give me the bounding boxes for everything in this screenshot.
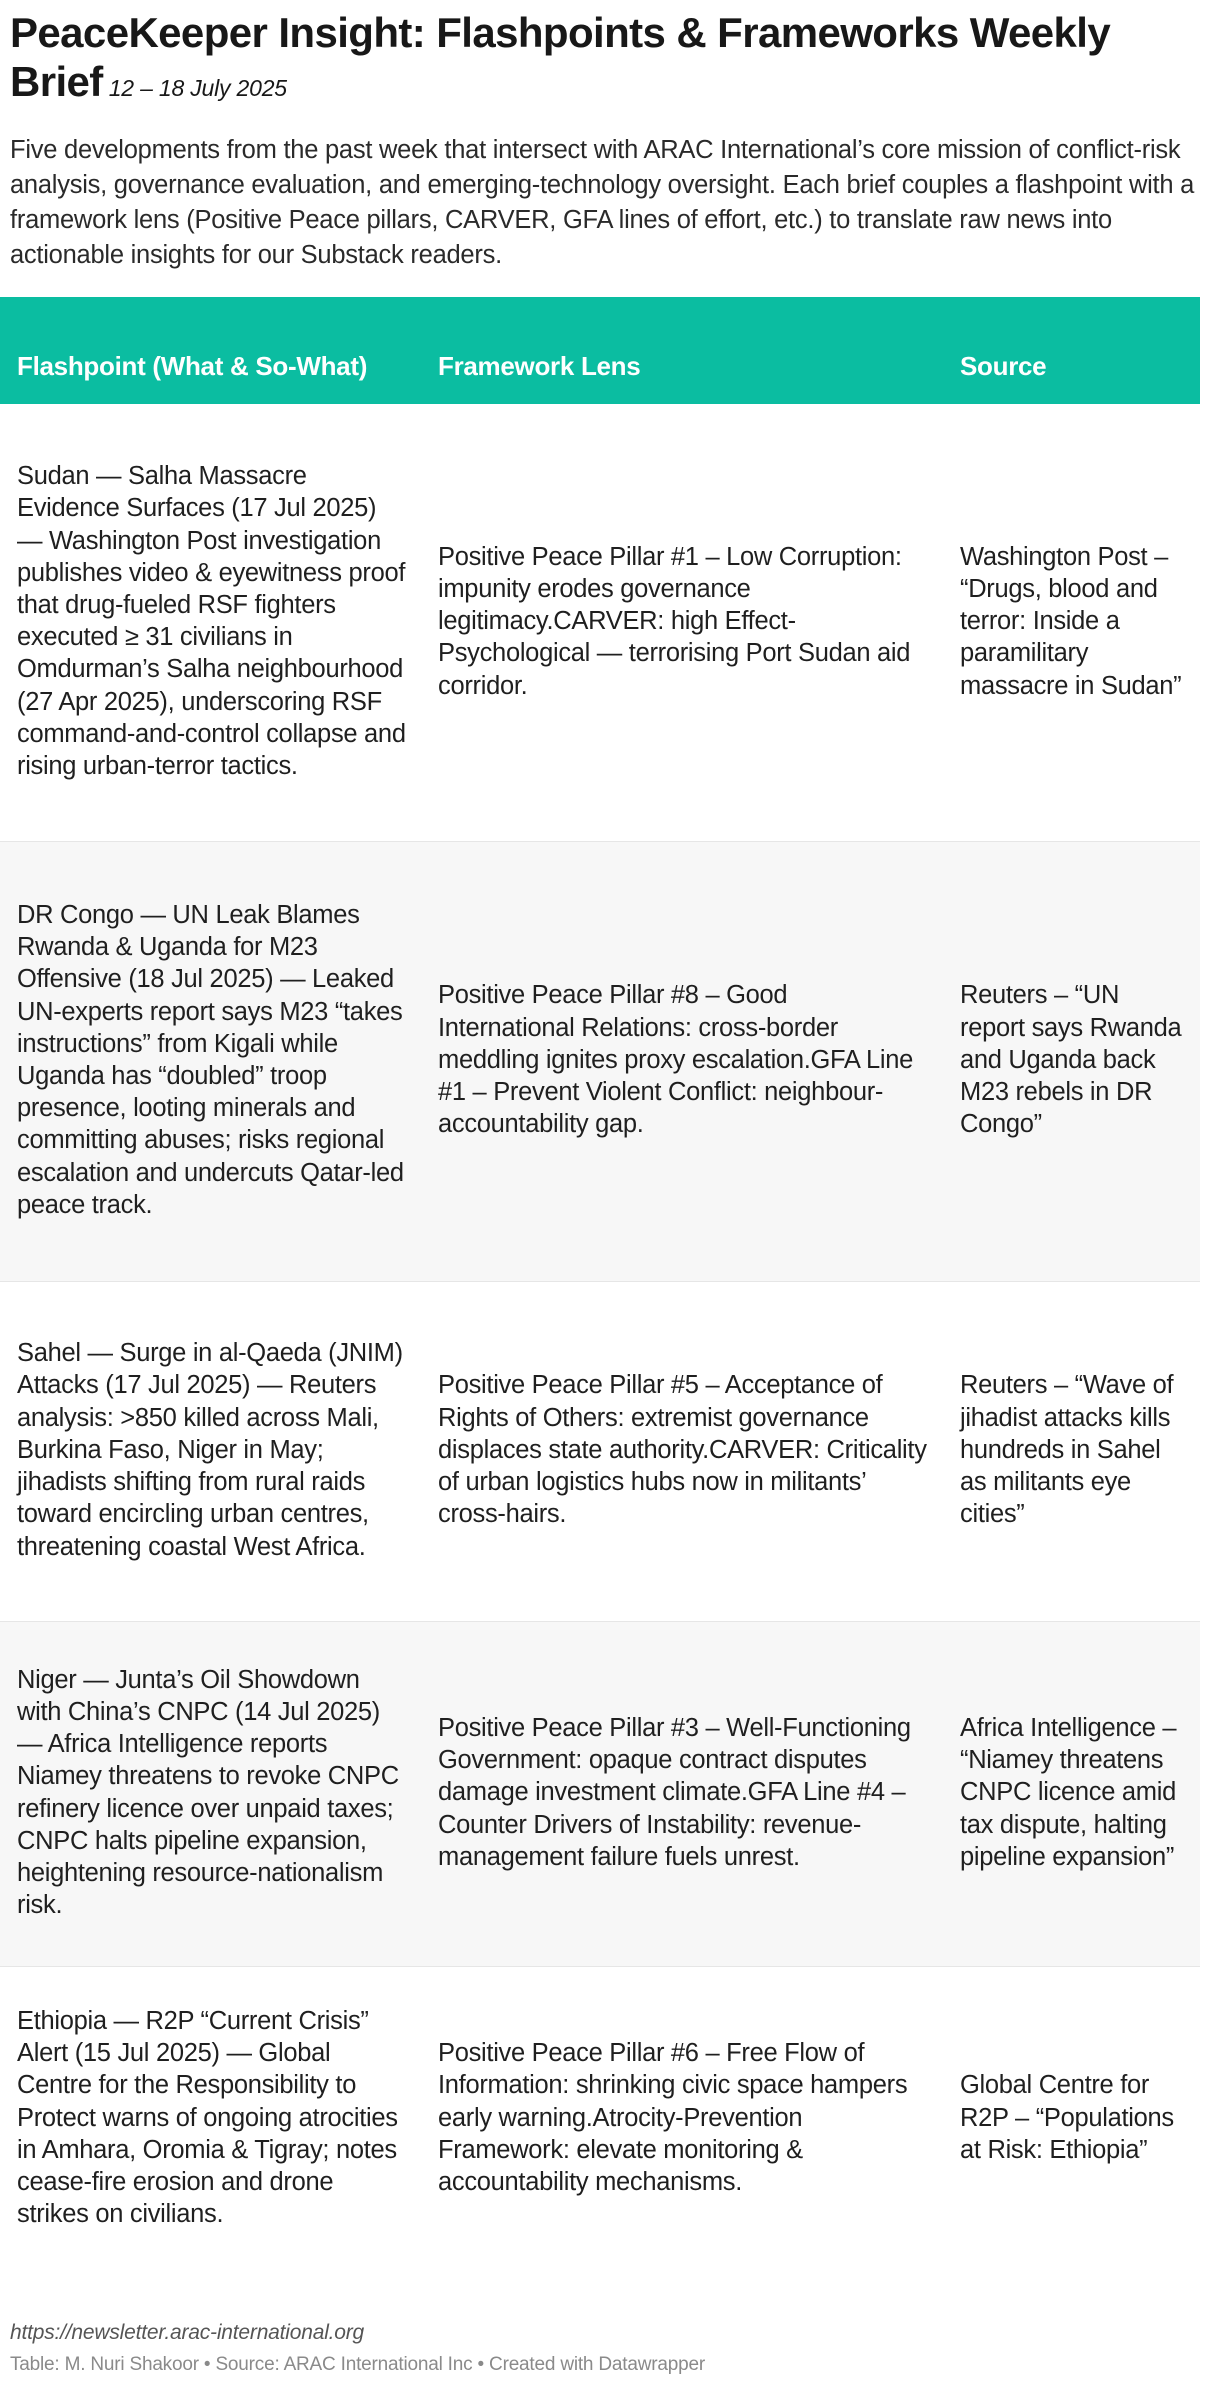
source-cell: Washington Post – “Drugs, blood and terror: Inside a paramilitary massacre in Sudan” [942,404,1200,841]
column-header-framework-lens[interactable]: Framework Lens [438,351,641,381]
flashpoint-cell: Niger — Junta’s Oil Showdown with China’s CNPC (14 Jul 2025) — Africa Intelligence reports Niamey threatens to revoke CNPC refinery licence over unpaid taxes; CNPC halts pipeline expansion, heightening resource-nationalism risk. [0,1621,420,1966]
newsletter-link[interactable]: https://newsletter.arac-international.org [10,2321,365,2344]
table-row [0,1621,1200,1966]
column-header-source[interactable]: Source [960,351,1047,381]
table-row [0,841,1200,1281]
framework-cell: Positive Peace Pillar #6 – Free Flow of Information: shrinking civic space hampers early warning.Atrocity-Prevention Framework: elevate monitoring & accountability mechanisms. [438,2039,908,2197]
source-cell: Reuters – “Wave of jihadist attacks kills hundreds in Sahel as militants eye cities” [942,1281,1200,1621]
table-row [0,404,1200,841]
date-range: 12 – 18 July 2025 [108,75,287,101]
brief-header [10,8,1210,273]
page-title [10,8,1210,113]
flashpoints-table [0,297,1200,2271]
flashpoint-cell: Ethiopia — R2P “Current Crisis” Alert (15 Jul 2025) — Global Centre for the Responsibility to Protect warns of ongoing atrocities in Amhara, Oromia & Tigray; notes cease-fire erosion and drone strikes on civilians. [17,2007,398,2229]
column-header-flashpoint[interactable]: Flashpoint (What & So-What) [17,351,368,381]
framework-cell: Positive Peace Pillar #1 – Low Corruption: impunity erodes governance legitimacy.CARVER: high Effect-Psychological — terrorising Port Sudan aid corridor. [420,404,942,841]
framework-cell: Positive Peace Pillar #8 – Good International Relations: cross-border meddling ignites proxy escalation.GFA Line #1 – Prevent Violent Conflict: neighbour-accountability gap. [420,841,942,1281]
source-cell: Reuters – “UN report says Rwanda and Uganda back M23 rebels in DR Congo” [942,841,1200,1281]
footer [10,2318,1210,2380]
flashpoint-cell: Sahel — Surge in al-Qaeda (JNIM) Attacks (17 Jul 2025) — Reuters analysis: >850 killed across Mali, Burkina Faso, Niger in May; jihadists shifting from rural raids toward encircling urban centres, threatening coastal West Africa. [0,1281,420,1621]
title-text: PeaceKeeper Insight: Flashpoints & Frameworks Weekly Brief [10,9,1111,105]
table-header-row [0,297,1200,404]
flashpoint-cell: Sudan — Salha Massacre Evidence Surfaces (17 Jul 2025) — Washington Post investigation publishes video & eyewitness proof that drug-fueled RSF fighters executed ≥ 31 civilians in Omdurman’s Salha neighbourhood (27 Apr 2025), underscoring RSF command-and-control collapse and rising urban-terror tactics. [0,404,420,841]
flashpoint-cell: DR Congo — UN Leak Blames Rwanda & Uganda for M23 Offensive (18 Jul 2025) — Leaked UN-experts report says M23 “takes instructions” from Kigali while Uganda has “doubled” troop presence, looting minerals and committing abuses; risks regional escalation and undercuts Qatar-led peace track. [0,841,420,1281]
table-row [0,1966,1200,2271]
framework-cell: Positive Peace Pillar #5 – Acceptance of Rights of Others: extremist governance displaces state authority.CARVER: Criticality of urban logistics hubs now in militants’ cross-hairs. [420,1281,942,1621]
table-credit: Table: M. Nuri Shakoor • Source: ARAC International Inc • Created with Datawrapper [10,2354,705,2375]
framework-cell: Positive Peace Pillar #3 – Well-Functioning Government: opaque contract disputes damage investment climate.GFA Line #4 – Counter Drivers of Instability: revenue-management failure fuels unrest. [420,1621,942,1966]
table-row [0,1281,1200,1621]
source-cell: Global Centre for R2P – “Populations at Risk: Ethiopia” [960,2071,1174,2164]
intro-description: Five developments from the past week that intersect with ARAC International’s core mission of conflict-risk analysis, governance evaluation, and emerging-technology oversight. Each brief couples a flashpoint with a framework lens (Positive Peace pillars, CARVER, GFA lines of effort, etc.) to translate raw news into actionable insights for our Substack readers. [10,136,1195,269]
source-cell: Africa Intelligence – “Niamey threatens CNPC licence amid tax dispute, halting pipeline expansion” [942,1621,1200,1966]
